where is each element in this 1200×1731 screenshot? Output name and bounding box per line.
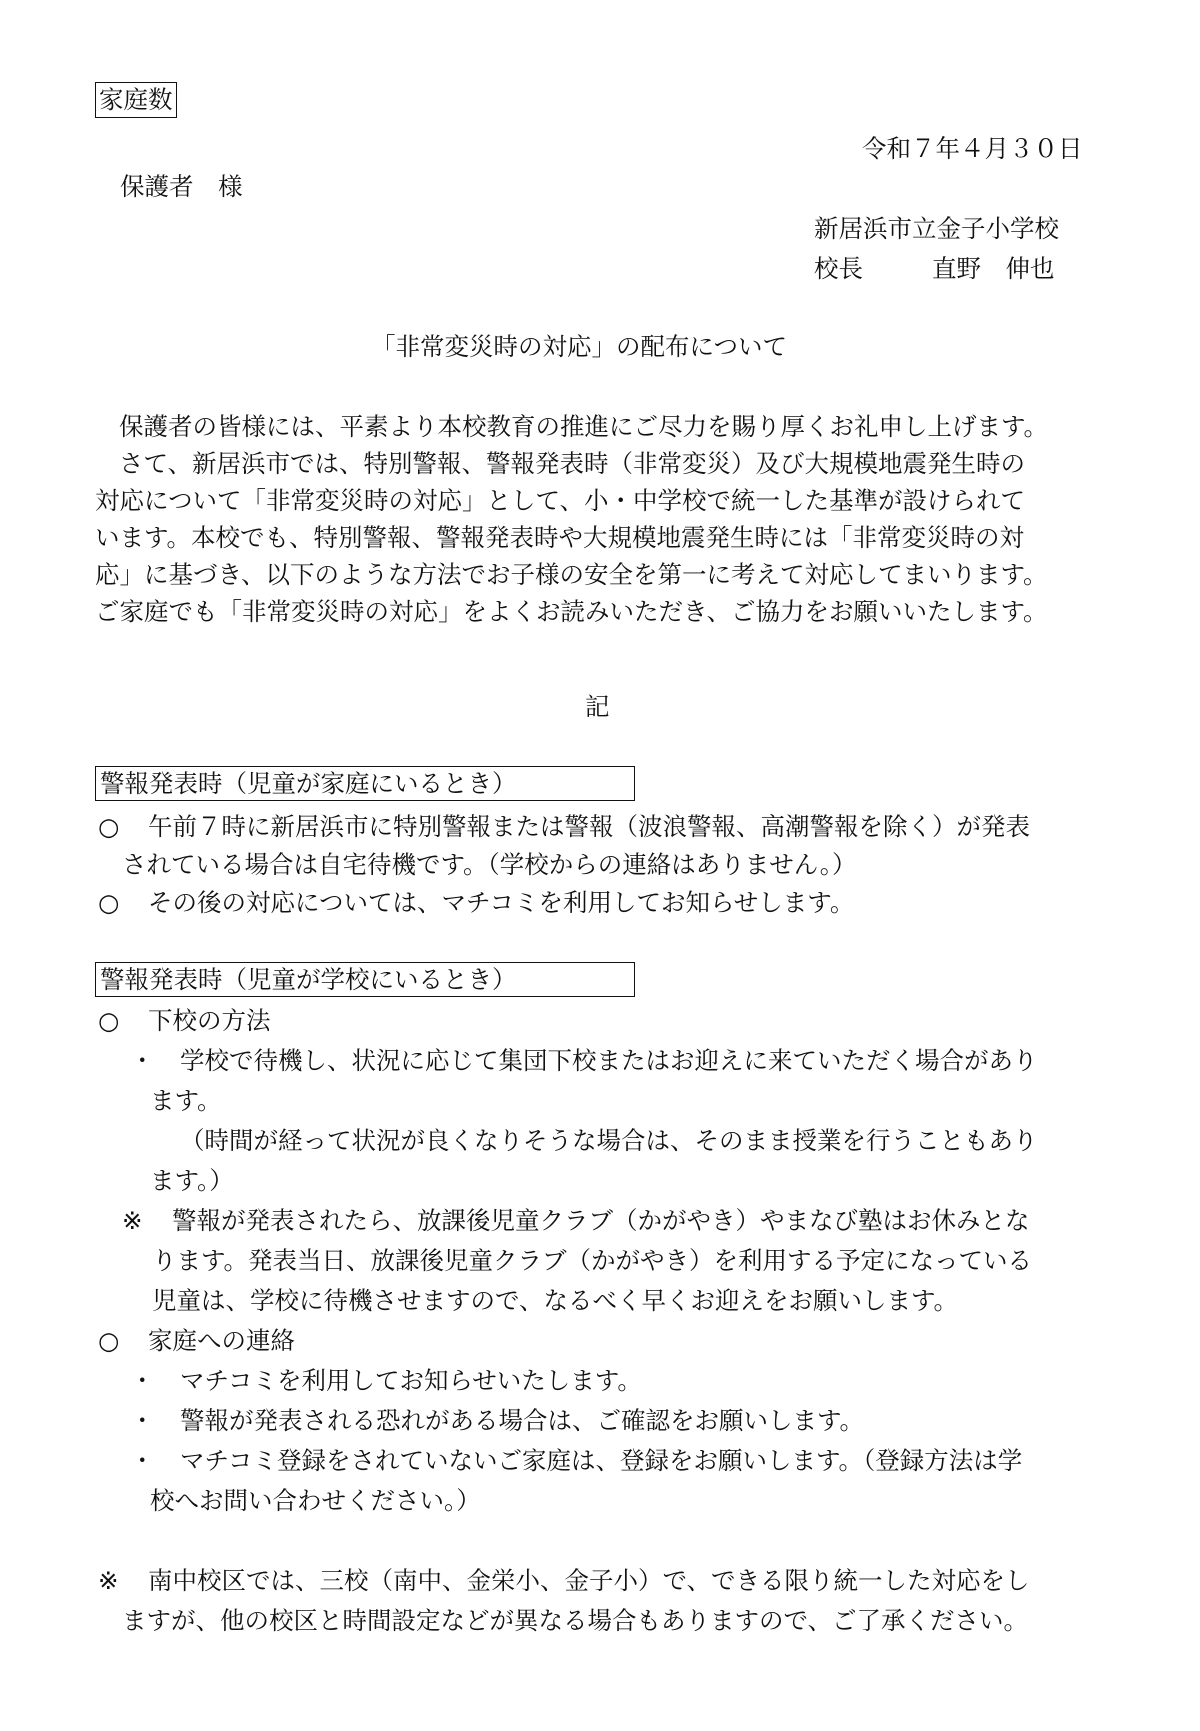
footer-text: 南中校区では、三校（南中、金栄小、金子小）で、できる限り統一した対応をし — [148, 1566, 1030, 1595]
item-text: 午前７時に新居浜市に特別警報または警報（波浪警報、高潮警報を除く）が発表 — [148, 812, 1030, 841]
bullet-text-continued: 校へお問い合わせください。） — [150, 1486, 481, 1515]
circle-bullet-icon: ○ — [98, 888, 120, 917]
document-title: 「非常変災時の対応」の配布について — [371, 332, 788, 361]
school-name: 新居浜市立金子小学校 — [814, 214, 1059, 243]
footer-note — [98, 1562, 1030, 1599]
circle-bullet-icon: ○ — [98, 1006, 120, 1035]
bullet-text-note: （時間が経って状況が良くなりそうな場合は、そのまま授業を行うこともあり — [180, 1126, 1038, 1155]
intro-line: ご家庭でも「非常変災時の対応」をよくお読みいただき、ご協力をお願いいたします。 — [95, 597, 1048, 626]
dot-bullet-icon: ・ — [130, 1406, 155, 1435]
list-item — [98, 884, 854, 921]
item-text-continued: されている場合は自宅待機です。（学校からの連絡はありません。） — [122, 850, 857, 879]
bullet-text: マチコミ登録をされていないご家庭は、登録をお願いします。（登録方法は学 — [180, 1446, 1023, 1475]
bullet-item — [130, 1042, 1038, 1079]
item-label: 家庭への連絡 — [148, 1326, 295, 1355]
dot-bullet-icon: ・ — [130, 1446, 155, 1475]
section-title-school: 警報発表時（児童が学校にいるとき） — [95, 962, 635, 997]
bullet-item — [130, 1402, 864, 1439]
note-text: 警報が発表されたら、放課後児童クラブ（かがやき）やまなび塾はお休みとな — [172, 1206, 1030, 1235]
dot-bullet-icon: ・ — [130, 1046, 155, 1075]
item-label: 下校の方法 — [148, 1006, 271, 1035]
circle-bullet-icon: ○ — [98, 812, 120, 841]
bullet-text: 警報が発表される恐れがある場合は、ご確認をお願いします。 — [180, 1406, 865, 1435]
bullet-text: マチコミを利用してお知らせいたします。 — [180, 1366, 642, 1395]
circle-bullet-icon: ○ — [98, 1326, 120, 1355]
recipient: 保護者 様 — [120, 172, 243, 201]
bullet-text-continued: ます。 — [150, 1086, 222, 1115]
intro-paragraph — [95, 408, 1095, 630]
bullet-item — [130, 1442, 1022, 1479]
section-title-home: 警報発表時（児童が家庭にいるとき） — [95, 766, 635, 801]
document-tag: 家庭数 — [95, 82, 177, 118]
footer-text-continued: ますが、他の校区と時間設定などが異なる場合もありますので、ご了承ください。 — [122, 1606, 1029, 1635]
reference-mark-icon: ※ — [98, 1566, 119, 1595]
bullet-item — [130, 1362, 642, 1399]
note-text-continued: 児童は、学校に待機させますので、なるべく早くお迎えをお願いします。 — [152, 1286, 959, 1315]
intro-line: 応」に基づき、以下のような方法でお子様の安全を第一に考えて対応してまいります。 — [95, 560, 1048, 589]
list-item — [98, 808, 1030, 845]
document-date: 令和７年４月３０日 — [862, 134, 1083, 163]
list-item — [98, 1002, 271, 1039]
note-text-continued: ります。発表当日、放課後児童クラブ（かがやき）を利用する予定になっている — [152, 1246, 1033, 1275]
list-item — [98, 1322, 295, 1359]
note-item — [122, 1202, 1030, 1239]
ki-marker: 記 — [585, 692, 610, 721]
intro-line: います。本校でも、特別警報、警報発表時や大規模地震発生時には「非常変災時の対 — [95, 523, 1025, 552]
principal-name: 直野 伸也 — [932, 254, 1055, 283]
bullet-text: 学校で待機し、状況に応じて集団下校またはお迎えに来ていただく場合があり — [180, 1046, 1038, 1075]
reference-mark-icon: ※ — [122, 1206, 143, 1235]
intro-line: 対応について「非常変災時の対応」として、小・中学校で統一した基準が設けられて — [95, 486, 1026, 515]
item-text: その後の対応については、マチコミを利用してお知らせします。 — [148, 888, 855, 917]
bullet-text-continued: ます。） — [150, 1166, 234, 1195]
dot-bullet-icon: ・ — [130, 1366, 155, 1395]
principal-title: 校長 — [814, 254, 863, 283]
intro-line: さて、新居浜市では、特別警報、警報発表時（非常変災）及び大規模地震発生時の — [119, 449, 1026, 478]
intro-line: 保護者の皆様には、平素より本校教育の推進にご尽力を賜り厚くお礼申し上げます。 — [119, 412, 1049, 441]
